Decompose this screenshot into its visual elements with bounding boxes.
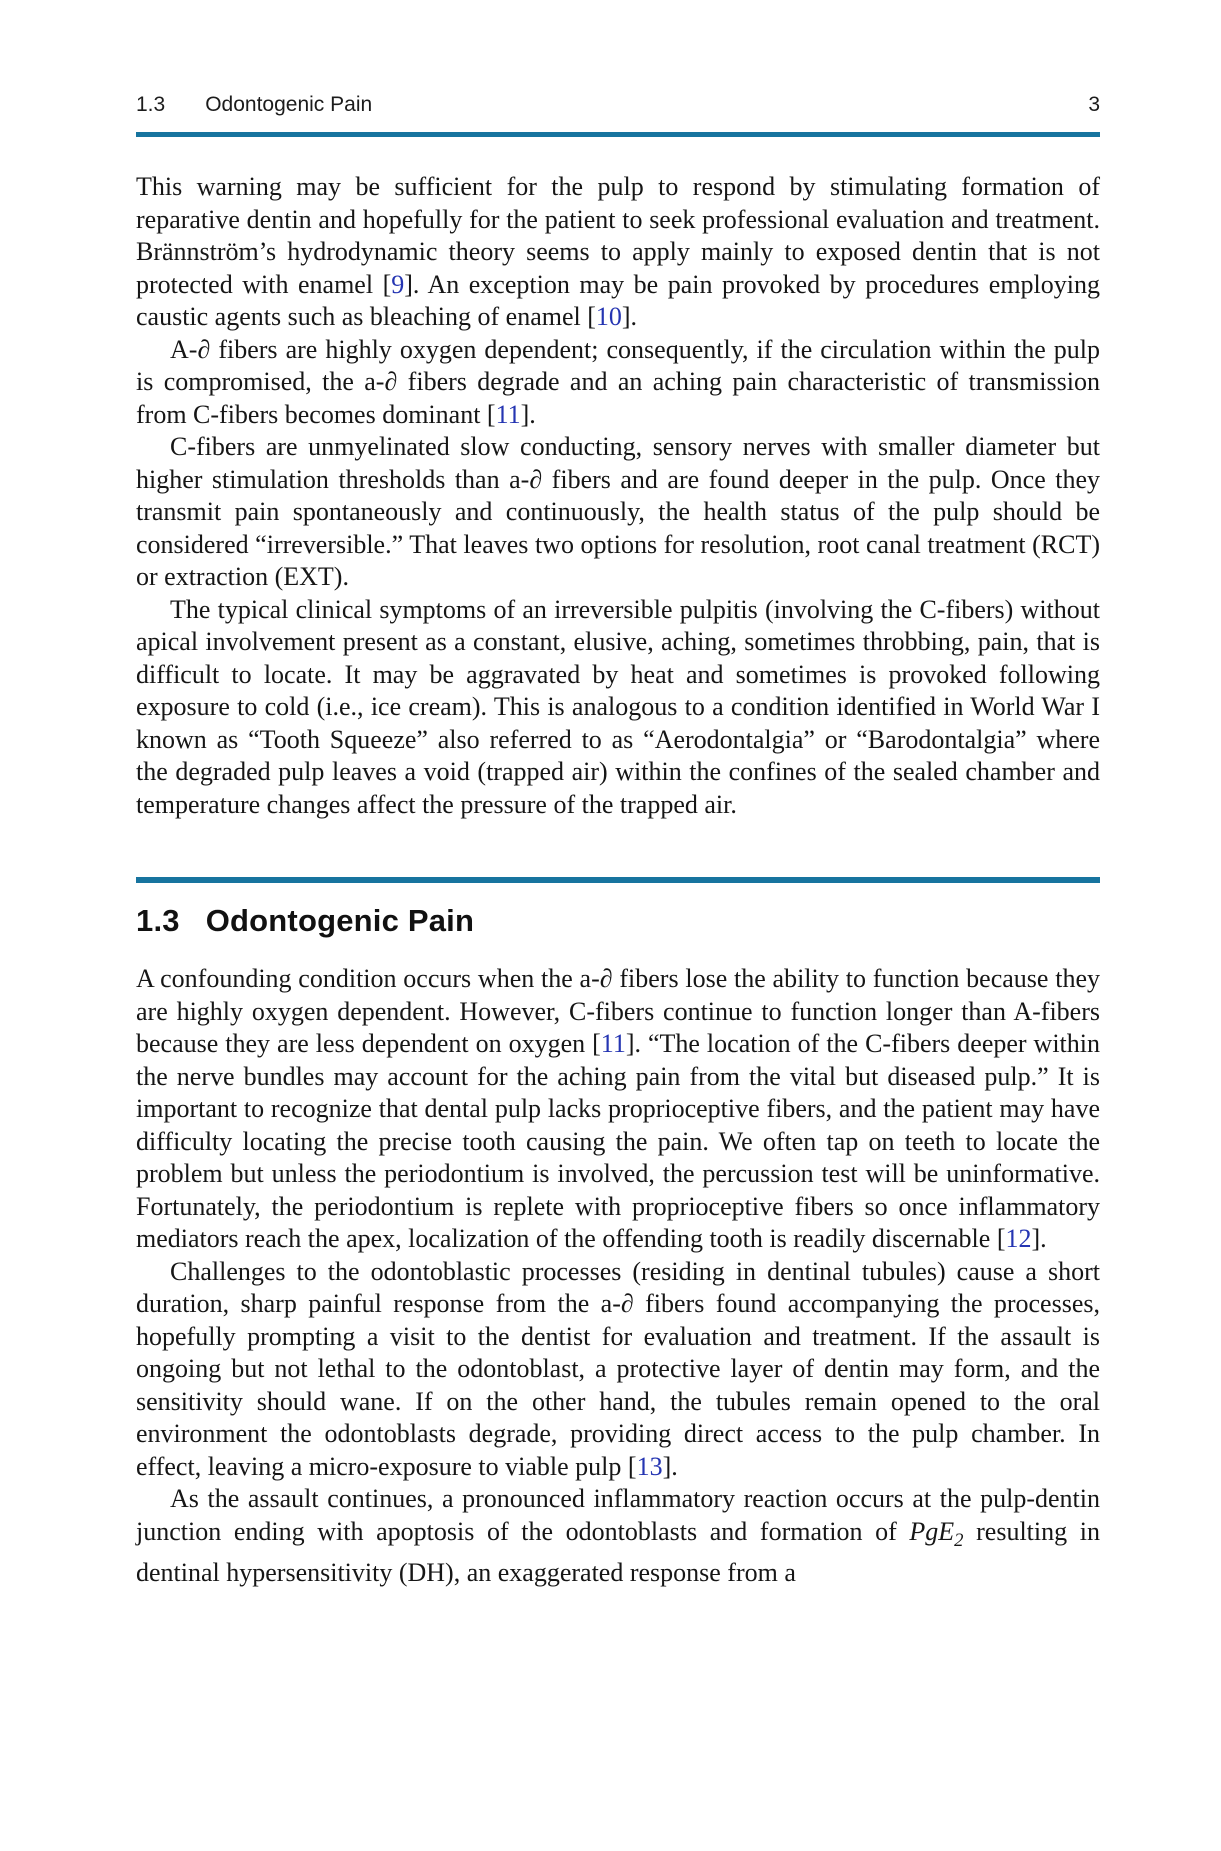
running-header-section-number: 1.3 xyxy=(136,93,166,116)
italic-symbol: PgE xyxy=(909,1516,955,1546)
running-header-left xyxy=(136,92,372,118)
paragraph: A-∂ fibers are highly oxygen dependent; consequently, if the circulation within the pulp is compromised, the a-∂ fibers degrade and an aching pain characteristic of transmission from C-fibers becomes dominant [11]. xyxy=(136,334,1100,429)
citation-reference-link[interactable]: 11 xyxy=(495,399,521,429)
page-number: 3 xyxy=(1088,93,1100,116)
paragraph: As the assault continues, a pronounced inflammatory reaction occurs at the pulp-dentin junction ending with apoptosis of the odontoblasts and formation of PgE$_2$ resulting in dentinal hypersensitivity (DH), an exaggerated response from a xyxy=(136,1484,1100,1588)
citation-reference-link[interactable]: 11 xyxy=(600,1029,626,1058)
italic-symbol: ∂ xyxy=(529,464,543,494)
paragraph: C-fibers are unmyelinated slow conducting, sensory nerves with smaller diameter but higher stimulation thresholds than a-∂ fibers and are found deeper in the pulp. Once they transmit pain spontaneously and continuously, the health status of the pulp should be considered “irreversible.” That leaves two options for resolution, root canal treatment (RCT) or extraction (EXT). xyxy=(136,432,1101,591)
running-header xyxy=(136,0,1100,118)
subscript-text: 2 xyxy=(954,1529,964,1551)
paragraph: Challenges to the odontoblastic processes (residing in dentinal tubules) cause a short duration, sharp painful response from the a-∂ fibers found accompanying the processes, hopefully prompting a visit to the dentist for evaluation and treatment. If the assault is ongoing but not lethal to the odontoblast, a protective layer of dentin may form, and the sensitivity should wane. If on the other hand, the tubules remain opened to the oral environment the odontoblasts degrade, providing direct access to the pulp chamber. In effect, leaving a micro-exposure to viable pulp [13]. xyxy=(136,1256,1100,1481)
paragraph: A confounding condition occurs when the a-∂ fibers lose the ability to function because they are highly oxygen dependent. However, C-fibers continue to function longer than A-fibers because they are less dependent on oxygen [11]. “The location of the C-fibers deeper within the nerve bundles may account for the aching pain from the vital but diseased pulp.” It is important to recognize that dental pulp lacks proprioceptive fibers, and the patient may have difficulty locating the precise tooth causing the pain. We often tap on teeth to locate the problem but unless the periodontium is involved, the percussion test will be uninformative. Fortunately, the periodontium is replete with proprioceptive fibers so once inflammatory mediators reach the apex, localization of the offending tooth is readily discernable [12]. xyxy=(136,964,1100,1253)
header-rule xyxy=(136,132,1100,137)
italic-symbol: ∂ xyxy=(384,367,398,396)
running-header-section-title: Odontogenic Pain xyxy=(205,93,373,116)
citation-reference-link[interactable]: 12 xyxy=(1005,1224,1032,1253)
section-heading xyxy=(136,897,1100,945)
citation-reference-link[interactable]: 9 xyxy=(391,269,405,299)
section-divider-rule xyxy=(136,877,1100,883)
intro-text-block xyxy=(136,171,1100,821)
italic-symbol: ∂ xyxy=(620,1289,634,1318)
citation-reference-link[interactable]: 10 xyxy=(595,302,622,331)
paragraph: The typical clinical symptoms of an irreversible pulpitis (involving the C-fibers) without apical involvement present as a constant, elusive, aching, sometimes throbbing, pain, that is difficult to locate. It may be aggravated by heat and sometimes is provoked following exposure to cold (i.e., ice cream). This is analogous to a condition identified in World War I known as “Tooth Squeeze” also referred to as “Aerodontalgia” or “Barodontalgia” where the degraded pulp leaves a void (trapped air) within the confines of the sealed chamber and temperature changes affect the pressure of the trapped air. xyxy=(136,594,1100,819)
section-text-block xyxy=(136,963,1100,1590)
paragraph: This warning may be sufficient for the pulp to respond by stimulating formation of reparative dentin and hopefully for the patient to seek professional evaluation and treatment. Brännström’s hydrodynamic theory seems to apply mainly to exposed dentin that is not protected with enamel [9]. An exception may be pain provoked by procedures employing caustic agents such as bleaching of enamel [10]. xyxy=(136,172,1100,331)
page-content-column xyxy=(136,0,1100,1590)
italic-symbol: ∂ xyxy=(599,964,613,993)
citation-reference-link[interactable]: 13 xyxy=(636,1451,663,1481)
section-heading-title: Odontogenic Pain xyxy=(205,903,475,938)
section-heading-number: 1.3 xyxy=(136,903,180,938)
italic-symbol: ∂ xyxy=(197,334,211,364)
